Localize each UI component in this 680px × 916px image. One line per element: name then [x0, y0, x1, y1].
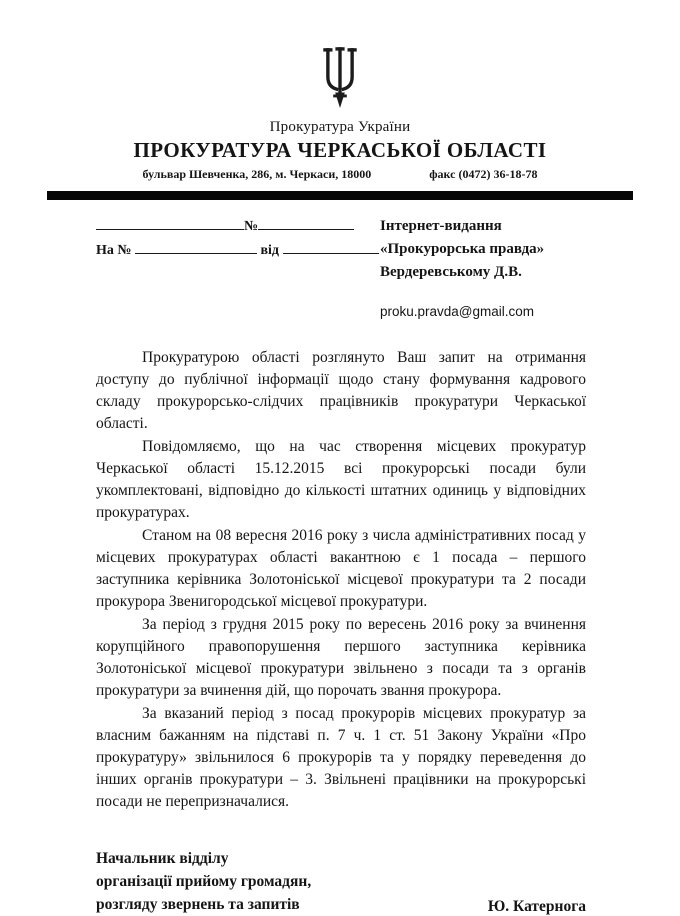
na-number-label: На № — [96, 243, 132, 258]
body-paragraph-5: За вказаний період з посад прокурорів місцевих прокуратур за власним бажанням на підставі п. 7 ч. 1 ст. 51 Закону України «Про прокуратуру» звільнилося 6 прокурорів та у порядку переведення до інших органів прокуратури – 3. Звільнені працівники на прокурорські посади не перепризначалися. — [96, 705, 586, 810]
incoming-number-line — [96, 239, 379, 263]
outgoing-date-blank-line — [96, 216, 244, 230]
reference-recipient-row — [96, 215, 586, 323]
body-paragraph-4: За період з грудня 2015 року по вересень 2016 року за вчинення корупційного правопорушення першого заступника керівника Золотоніської місцевої прокуратури звільнено з посади та з органів прокуратури за вчинення дій, що порочать звання прокурора. — [96, 616, 586, 699]
signer-title-line-3: розгляду звернень та запитів — [96, 896, 300, 913]
signer-title — [96, 847, 311, 916]
letter-body — [96, 347, 586, 813]
letterhead — [0, 0, 680, 182]
incoming-number-blank-line — [135, 240, 257, 254]
outgoing-number-line — [96, 215, 379, 239]
recipient-line-3: Вердеревському Д.В. — [380, 264, 522, 280]
ukraine-trident-coat-of-arms-icon — [311, 46, 369, 115]
emblem-wrap — [0, 46, 680, 115]
body-paragraph-3: Станом на 08 вересня 2016 року з числа адміністративних посад у місцевих прокуратурах області вакантною є 1 посада – першого заступника керівника Золотоніської місцевої прокуратури та 2 посади прокурора Звенигородської місцевої прокуратури. — [96, 527, 586, 610]
org-parent-name: Прокуратура України — [269, 119, 411, 135]
recipient-email: proku.pravda@gmail.com — [380, 304, 535, 319]
org-address-line — [0, 167, 680, 182]
signature-block — [96, 847, 586, 916]
org-fax: факс (0472) 36-18-78 — [429, 167, 538, 181]
outgoing-number-blank-line — [258, 216, 354, 230]
vid-label: від — [260, 243, 280, 258]
body-paragraph-1: Прокуратурою області розглянуто Ваш запит на отримання доступу до публічної інформації щодо стану формування кадрового складу прокурорсько-слідчих працівників прокуратури Черкаської області. — [96, 349, 586, 432]
letterhead-divider-bar — [47, 191, 633, 200]
signer-name: Ю. Катернога — [487, 898, 586, 915]
signer-title-line-1: Начальник відділу — [96, 850, 229, 867]
signer-title-line-2: організації прийому громадян, — [96, 873, 312, 890]
org-address: бульвар Шевченка, 286, м. Черкаси, 18000 — [142, 167, 372, 181]
letter-content — [96, 215, 586, 916]
body-paragraph-2: Повідомляємо, що на час створення місцевих прокуратур Черкаської області 15.12.2015 всі прокурорські посади були укомплектовані, відповідно до кількості штатних одиниць у відповідних прокуратурах. — [96, 438, 586, 521]
org-name-title: ПРОКУРАТУРА ЧЕРКАСЬКОЇ ОБЛАСТІ — [133, 138, 547, 162]
recipient-block — [380, 215, 586, 323]
recipient-line-1: Інтернет-видання — [380, 218, 502, 234]
incoming-date-blank-line — [283, 240, 379, 254]
recipient-line-2: «Прокурорська правда» — [380, 241, 545, 257]
reference-block — [96, 215, 379, 323]
number-sign-label: № — [244, 219, 259, 234]
